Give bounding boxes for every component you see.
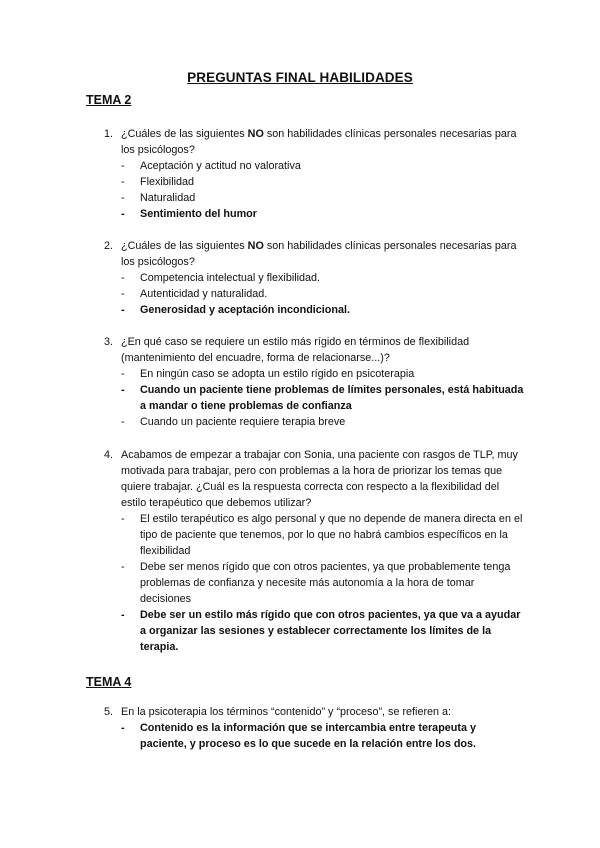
answer-option-correct: - Contenido es la información que se intercambia entre terapeuta y paciente, y proceso es lo que sucede en la relación entre los dos. xyxy=(121,722,477,750)
emphasis-no: NO xyxy=(247,240,264,252)
answer-option: - En ningún caso se adopta un estilo rígido en psicoterapia xyxy=(121,368,415,380)
section-heading-tema-4: TEMA 4 xyxy=(86,675,132,689)
question-5 xyxy=(104,704,524,752)
answer-options xyxy=(104,270,524,318)
answer-option: - Competencia intelectual y flexibilidad. xyxy=(121,272,321,284)
answer-options xyxy=(104,511,524,655)
question-text: ¿Cuáles de las siguientes NO son habilidades clínicas personales necesarias para los psicólogos? xyxy=(121,240,517,268)
answer-option-correct: - Debe ser un estilo más rígido que con otros pacientes, ya que va a ayudar a organizar las sesiones y establecer correctamente los límites de la terapia. xyxy=(121,609,521,653)
answer-option: - Debe ser menos rígido que con otros pacientes, ya que probablemente tenga problemas de confianza y necesite más autonomía a la hora de tomar decisiones xyxy=(121,561,511,605)
answer-option: - Flexibilidad xyxy=(121,176,195,188)
question-3 xyxy=(104,334,524,430)
answer-option: - Aceptación y actitud no valorativa xyxy=(121,160,301,172)
answer-option-correct: - Generosidad y aceptación incondicional. xyxy=(121,304,350,316)
question-2 xyxy=(104,238,524,318)
question-number: 2. xyxy=(104,240,114,252)
emphasis-no: NO xyxy=(247,128,264,140)
question-text: ¿En qué caso se requiere un estilo más rígido en términos de flexibilidad (mantenimiento del encuadre, forma de relacionarse...)? xyxy=(121,336,470,364)
question-text: En la psicoterapia los términos “contenido” y “proceso”, se refieren a: xyxy=(121,706,452,718)
question-text: Acabamos de empezar a trabajar con Sonia, una paciente con rasgos de TLP, muy motivada para trabajar, pero con problemas a la hora de priorizar los temas que quiere trabajar. ¿Cuál es la respuesta correcta con respecto a la flexibilidad del estilo terapéutico que debemos utilizar? xyxy=(121,449,518,509)
question-text: ¿Cuáles de las siguientes NO son habilidades clínicas personales necesarias para los psicólogos? xyxy=(121,128,517,156)
answer-options xyxy=(104,158,524,222)
question-number: 5. xyxy=(104,706,114,718)
answer-option-correct: - Sentimiento del humor xyxy=(121,208,257,220)
answer-option: - Autenticidad y naturalidad. xyxy=(121,288,268,300)
section-heading-tema-2: TEMA 2 xyxy=(86,93,132,107)
answer-option-correct: - Cuando un paciente tiene problemas de límites personales, está habituada a mandar o tiene problemas de confianza xyxy=(121,384,524,412)
question-4 xyxy=(104,447,524,655)
document-title: PREGUNTAS FINAL HABILIDADES xyxy=(187,70,413,85)
answer-options xyxy=(104,720,524,752)
answer-option: - Naturalidad xyxy=(121,192,196,204)
answer-option: - El estilo terapéutico es algo personal y que no depende de manera directa en el tipo de paciente que tenemos, por lo que no habrá cambios específicos en la flexibilidad xyxy=(121,513,523,557)
answer-option: - Cuando un paciente requiere terapia breve xyxy=(121,416,346,428)
answer-options xyxy=(104,366,524,430)
question-number: 3. xyxy=(104,336,114,348)
question-1 xyxy=(104,126,524,222)
question-number: 4. xyxy=(104,449,114,461)
question-number: 1. xyxy=(104,128,114,140)
